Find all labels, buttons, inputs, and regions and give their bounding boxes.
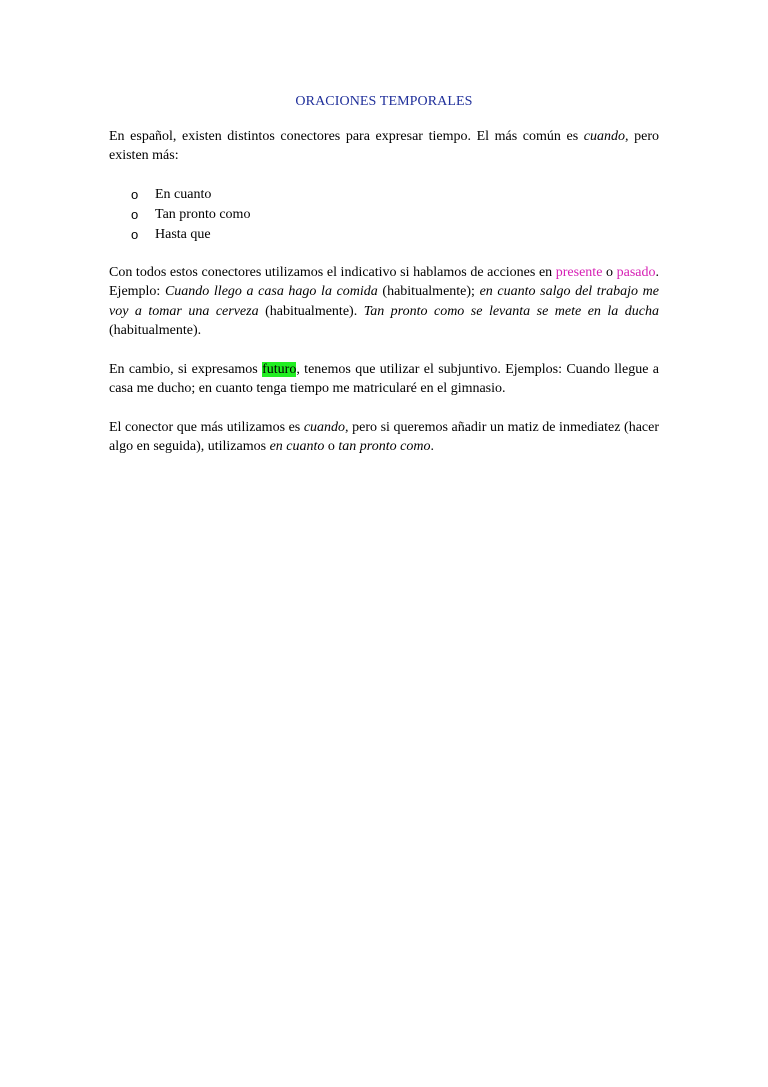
list-item bbox=[131, 185, 659, 205]
pasado-colored-word: pasado bbox=[616, 264, 656, 280]
para4-text: El conector que más utilizamos es bbox=[109, 419, 304, 435]
italic-cuando: cuando bbox=[303, 419, 346, 435]
intro-text-end: , pero existen más: bbox=[109, 128, 659, 163]
indicative-paragraph bbox=[109, 263, 659, 341]
para2-text: (habitualmente). bbox=[109, 323, 202, 338]
futuro-highlighted-word: futuro bbox=[262, 361, 297, 377]
bullet-icon: o bbox=[131, 226, 139, 242]
intro-paragraph bbox=[109, 127, 659, 166]
para3-text: , tenemos que utilizar el subjuntivo. Ejemplos: Cuando llegue a casa me ducho; en cuanto tenga tiempo me matricularé en el gimnasio. bbox=[109, 361, 660, 396]
document-title: ORACIONES TEMPORALES bbox=[295, 94, 473, 109]
list-item-label: En cuanto bbox=[155, 186, 212, 202]
para2-text: o bbox=[602, 264, 617, 280]
para2-text: . Ejemplo: bbox=[109, 264, 660, 299]
italic-en-cuanto: en cuanto bbox=[269, 439, 325, 454]
conclusion-paragraph bbox=[109, 418, 659, 457]
list-item-label: Hasta que bbox=[155, 226, 211, 242]
example-italic: Cuando llego a casa hago la comida bbox=[164, 284, 378, 299]
para4-text: , pero si queremos añadir un matiz de inmediatez (hacer algo en seguida), utilizamos bbox=[109, 419, 660, 454]
italic-tan-pronto-como: tan pronto como bbox=[338, 439, 431, 454]
subjunctive-paragraph bbox=[109, 360, 659, 399]
para2-text: (habitualmente). bbox=[258, 303, 364, 319]
example-italic: Tan pronto como se levanta se mete en la ducha bbox=[363, 303, 659, 319]
para4-text: . bbox=[430, 439, 434, 454]
list-item-label: Tan pronto como bbox=[155, 206, 251, 222]
connector-list bbox=[109, 185, 659, 245]
intro-text: En español, existen distintos conectores para expresar tiempo. El más común es bbox=[109, 128, 584, 144]
intro-italic-cuando: cuando bbox=[583, 128, 625, 144]
bullet-icon: o bbox=[131, 206, 139, 222]
presente-colored-word: presente bbox=[555, 264, 603, 280]
para2-text: Con todos estos conectores utilizamos el indicativo si hablamos de acciones en bbox=[109, 264, 556, 280]
bullet-icon: o bbox=[131, 186, 139, 202]
example-italic: en cuanto salgo del trabajo me voy a tomar una cerveza bbox=[109, 284, 659, 319]
para2-text: (habitualmente); bbox=[377, 284, 480, 299]
para4-text: o bbox=[324, 439, 339, 454]
list-item bbox=[131, 205, 659, 225]
para3-text: En cambio, si expresamos bbox=[109, 361, 263, 377]
document-body bbox=[109, 92, 659, 476]
list-item bbox=[131, 225, 659, 245]
